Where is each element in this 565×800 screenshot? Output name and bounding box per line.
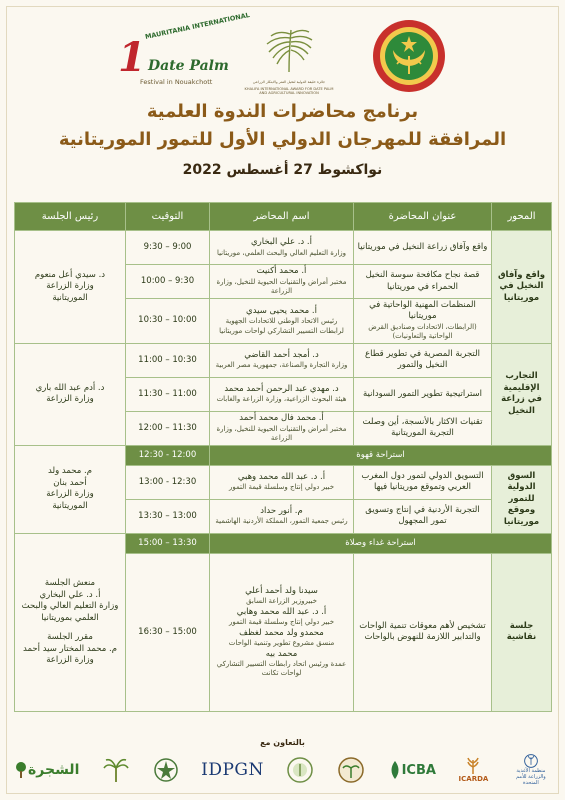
- speaker-name: أ. د. علي البخاري: [251, 237, 312, 248]
- time-slot: 10:00 – 9:30: [126, 265, 210, 299]
- round-seal-icon: [286, 756, 314, 784]
- time-slot: 13:00 - 12:30: [126, 465, 210, 499]
- break-time: 12:30 - 12:00: [126, 445, 210, 465]
- speaker-affiliation: خبير دولي إنتاج وسلسلة قيمة التمور: [228, 483, 335, 492]
- speaker-name: أ. محمد يحيى سيدي: [246, 305, 317, 316]
- title-block: [0, 100, 565, 180]
- table-row: [15, 343, 552, 377]
- palm-seal-icon: [337, 756, 365, 784]
- time-slot: 13:30 – 13:00: [126, 499, 210, 533]
- cooperation-label: بالتعاون مع: [260, 738, 305, 747]
- logo-bar: [0, 10, 565, 100]
- header-chair: رئيس الجلسة: [15, 203, 126, 231]
- icba-text: ICBA: [401, 762, 436, 778]
- leaf-icon: [388, 760, 402, 780]
- speaker-name: د. مهدي عبد الرحمن أحمد محمد: [224, 383, 339, 394]
- chair-org-2: الموريتانية: [52, 292, 88, 303]
- tree-icon: [14, 761, 28, 779]
- speaker-cell: [210, 377, 354, 411]
- lecture-title: التسويق الدولي لتمور دول المغرب العربي وتموقع موريتانيا فيها: [354, 465, 492, 499]
- idpgn-logo: [201, 754, 264, 786]
- panel-name: محمد بيه: [265, 648, 298, 659]
- speaker-name: أ. د. عبد الله محمد وهبي: [237, 471, 326, 482]
- lecture-title-sub: (الرابطات، الاتحادات وصناديق القرض الواحاتية والتعاونيات): [368, 322, 477, 341]
- lecture-title-cell: [354, 299, 492, 344]
- speaker-affiliation: مختبر أمراض والتقنيات الحيوية للنخيل، وزارة الزراعة: [216, 277, 347, 296]
- chair-name: د. سيدي أعل منعوم: [34, 269, 106, 280]
- festival-sub: Festival in Nouakchott: [140, 78, 213, 86]
- session-chair: [15, 445, 126, 533]
- header-time: التوقيت: [126, 203, 210, 231]
- mauritania-emblem-logo: [371, 18, 447, 94]
- khalifa-award-logo: [244, 22, 334, 98]
- date-line: نواكشوط 27 أغسطس 2022: [182, 162, 383, 178]
- lecture-title: تشخيص لأهم معوقات تنمية الواحات والتدابير اللازمة للنهوض بالواحات: [354, 553, 492, 711]
- festival-arc-text: MAURITANIA INTERNATIONAL: [144, 10, 251, 42]
- speaker-name: م. أنور حداد: [260, 505, 303, 516]
- chair-name: أ. د. علي البخاري: [39, 589, 101, 600]
- lecture-title: قصة نجاح مكافحة سوسة النخيل الحمراء في موريتانيا: [354, 265, 492, 299]
- session-chair: [15, 343, 126, 445]
- shajara-logo: [14, 754, 79, 786]
- icba-logo: [388, 754, 436, 786]
- palm-tree-icon: [102, 756, 130, 784]
- lunch-break-row: [15, 533, 552, 553]
- chair-org: وزارة الزراعة: [46, 394, 94, 405]
- festival-number: 1: [118, 34, 146, 81]
- seal-logo-2: [337, 754, 365, 786]
- speaker-name: د. أمجد أحمد القاضي: [244, 349, 319, 360]
- chair-org: وزارة الزراعة: [46, 281, 94, 292]
- palm-leaf-icon: [261, 22, 317, 74]
- panel-sub: خبير دولي إنتاج وسلسلة قيمة التمور: [228, 618, 335, 627]
- award-text-ar: جائزة خليفة الدولية لنخيل التمر والابتكار الزراعي: [252, 80, 326, 84]
- shajara-text: الشجرة: [28, 762, 80, 778]
- chair-name: د. أدم عبد الله باري: [35, 382, 105, 393]
- program-table: [14, 202, 552, 712]
- rapporteur-role: مقرر الجلسة: [47, 632, 93, 643]
- table-header-row: [15, 203, 552, 231]
- award-text-en: KHALIFA INTERNATIONAL AWARD FOR DATE PALM AND AGRICULTURAL INNOVATION: [244, 86, 334, 96]
- chair-org: وزارة الزراعة: [46, 489, 94, 500]
- time-slot: 9:30 – 9:00: [126, 231, 210, 265]
- wheat-icon: [464, 757, 482, 775]
- lecture-title: المنظمات المهنية الواحاتية في موريتانيا: [369, 300, 476, 322]
- rapporteur-name: م. محمد المختار سيد أحمد: [23, 643, 117, 654]
- speaker-cell: [210, 265, 354, 299]
- festival-logo: [118, 10, 251, 96]
- header-speaker: اسم المحاضر: [210, 203, 354, 231]
- break-label: استراحة قهوة: [210, 445, 552, 465]
- header-axis: المحور: [492, 203, 552, 231]
- session-axis: جلسة نقاشية: [492, 553, 552, 711]
- session-chair: [15, 533, 126, 711]
- speaker-cell: [210, 299, 354, 344]
- speaker-affiliation: رئيس جمعية التمور، المملكة الأردنية الهاشمية: [215, 517, 348, 526]
- speaker-affiliation: وزارة التعليم العالي والبحث العلمي، موريتانيا: [216, 248, 347, 257]
- speaker-affiliation: وزارة التجارة والصناعة، جمهورية مصر العربية: [215, 361, 348, 370]
- speaker-name: أ. محمد أكنيت: [256, 266, 307, 277]
- chair-name: م. محمد ولد: [48, 466, 92, 477]
- chair-org-2: الموريتانية: [52, 500, 88, 511]
- sponsor-logos: [14, 752, 551, 788]
- ornament-logo: [153, 754, 179, 786]
- session-axis: التجارب الإقليمية في زراعة النخيل: [492, 343, 552, 445]
- star-ornament-icon: [153, 757, 179, 783]
- table-row: [15, 231, 552, 265]
- panel-name: أ. د. عبد الله محمد وهابي: [236, 606, 327, 617]
- speaker-affiliation: مختبر أمراض والتقنيات الحيوية للنخيل، وزارة الزراعة: [216, 424, 347, 443]
- lecture-title: واقع وآفاق زراعة النخيل في موريتانيا: [354, 231, 492, 265]
- time-slot: 12:00 – 11:30: [126, 411, 210, 445]
- header-title: عنوان المحاضرة: [354, 203, 492, 231]
- panel-sub: خبيروزير الزراعة السابق: [246, 597, 317, 606]
- title-line-2: المرافقة للمهرجان الدولي الأول للتمور الموريتانية: [58, 129, 507, 150]
- time-slot: 11:00 – 10:30: [126, 343, 210, 377]
- lecture-title: التجربة المصرية في تطوير قطاع النخيل والتمور: [354, 343, 492, 377]
- panel-name: محمدو ولد محمد لغظف: [239, 627, 324, 638]
- festival-name: Date Palm: [148, 58, 229, 74]
- session-axis: واقع وآفاق النخيل في موريتانيا: [492, 231, 552, 344]
- speaker-name: أ. محمد فال محمد أحمد: [239, 413, 324, 424]
- fao-logo: [511, 754, 551, 786]
- title-line-1: برنامج محاضرات الندوة العلمية: [146, 101, 419, 122]
- idpgn-text: IDPGN: [201, 760, 264, 780]
- coffee-break-row: [15, 445, 552, 465]
- icarda-text: ICARDA: [458, 775, 489, 783]
- speaker-cell: [210, 499, 354, 533]
- rapporteur-org: وزارة الزراعة: [46, 654, 94, 665]
- lecture-title: استراتيجية تطوير التمور السودانية: [354, 377, 492, 411]
- time-slot: 10:30 – 10:00: [126, 299, 210, 344]
- time-slot: 11:30 – 11:00: [126, 377, 210, 411]
- chair-role: منعش الجلسة: [44, 578, 96, 589]
- chair-name-2: أحمد بنان: [53, 477, 87, 488]
- break-time: 15:00 – 13:30: [126, 533, 210, 553]
- panel-cell: [210, 553, 354, 711]
- speaker-cell: [210, 231, 354, 265]
- session-chair: [15, 231, 126, 344]
- break-label: استراحة غداء وصلاة: [210, 533, 552, 553]
- fao-emblem-icon: [520, 754, 542, 768]
- chair-org: وزارة التعليم العالي والبحث العلمي بموريتانيا: [21, 601, 119, 623]
- speaker-cell: [210, 465, 354, 499]
- speaker-affiliation: هيئة البحوث الزراعية، وزارة الزراعة والغابات: [216, 395, 347, 404]
- speaker-affiliation: رئيس الاتحاد الوطني للاتحادات الجهوية لرابطات التسيير التشاركي لواحات موريتانيا: [219, 317, 344, 335]
- seal-logo-1: [286, 754, 314, 786]
- session-axis: السوق الدولية للتمور وموقع موريتانيا: [492, 465, 552, 533]
- speaker-cell: [210, 343, 354, 377]
- panel-name: سيدنا ولد أحمد أعلي: [245, 585, 318, 596]
- panel-sub: منسق مشروع تطوير وتنمية الواحات: [228, 639, 335, 648]
- palm-society-logo: [102, 754, 130, 786]
- fao-text: منظمة الأغذية والزراعة للأمم المتحدة: [516, 768, 546, 786]
- speaker-cell: [210, 411, 354, 445]
- mauritania-republic-emblem-icon: [371, 18, 447, 94]
- time-slot: 16:30 – 15:00: [126, 553, 210, 711]
- lecture-title: تقنيات الاكثار بالأنسجة، أين وصلت التجربة الموريتانية: [354, 411, 492, 445]
- icarda-logo: [459, 754, 489, 786]
- panel-sub: عمدة ورئيس اتحاد رابطات التسيير التشاركي لواحات تكانت: [216, 659, 347, 678]
- lecture-title: التجربة الأردنية في إنتاج وتسويق تمور المجهول: [354, 499, 492, 533]
